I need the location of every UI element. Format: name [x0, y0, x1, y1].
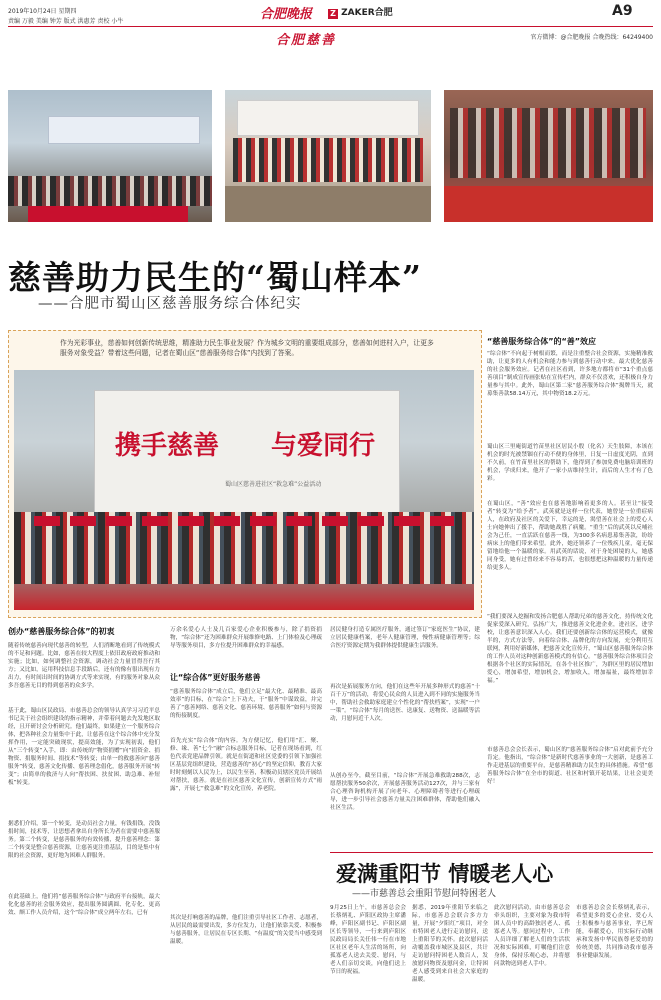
editor-credits: 责编 万毅 美编 钟芳 版式 洪惠芳 责校 小牛 [8, 18, 124, 25]
col1-para-2: 基于此，蜀山区民政局、市慈善总会的领导认真学习习近平总书记关于社会组织建设的指示精神，并带着问题去先发地区取经，且开研讨会分析研究。他们最终，如果建立一个服务综合体，把各种社会力量集中于此，让慈善在这个综合体中充分发挥作用，一定能突破现状，提高效能，为了实现初衷，他们从“三个转变”入手，即：由传统的“物资捐赠”向“捐资金、捐物资、捐服务时间、捐技术”等转变；由单一的救慈善向“慈善服务”转变，慈善文化传播、慈善理念倡化，慈善服务开展“转变”；由简单的救济与人向“帮扶困、扶贫困、助急难、补短板”转变。 [8, 708, 160, 786]
article2-col-3: 此次慰问活动，由市慈善总会牵头组织，主要对象为我市特困人员中的高龄独居老人、孤寡老人等。慰问过程中，工作人员详细了解老人们的生活状况和实际困难，叮嘱他们注意身体，保持乐观心态，并将慰问款物送到老人手中。 [494, 905, 570, 967]
col1-para-4: 在此基础上，他们将“慈善服务综合体”与政府平台接轨，最大化化慈善的社会服务效应，提出服务圆满圆、化专化、更高效、颇工作人员介绍，这个“综合体”成立两年左右，已有 [8, 894, 160, 916]
main-photo-certificates [34, 516, 454, 526]
photo-ceremony-center [225, 90, 431, 222]
col2-para-3: 首先充实“综合体”的内容。为方便记忆，他们用“汇、聚、修、缘、善”七个“融”合标志服务目标，记者在现场看到，红色代表党建品牌引领。就是在街道和社区党委的引领下加强社区基层党组织建设，营造慈善的“初心”的坚定信仰，教育大家时时刻刻以人民为上，以民生至善，积极动员辖区党员开展结对帮扶，慈善。就是在社区慈善文化宣传，创新宣传方式“雨露”，开展七“救急难”的文化宣传，养老院。 [170, 738, 322, 792]
col1-para-1: 随着传统慈善向现代慈善的转型，人们消断地看到了传统模式的不足和问题。比如，慈善在较大程度上依旧政府政府推动和实施；比如，如何调整社会资源，调动社会力量冒得吾行其方；又比如，运用科技信息手段路后，还有的像有很出现有力出力，有时间出时间的协调方式等来实现，有的服务对象从众多吾慈善无目的得到慈善的众多学。 [8, 643, 160, 689]
col1-para-3: 据悉们介绍，第一个转变，是动员社会力量，有钱捐钱，没钱捐时间，技术等，让思想者拿出自身所长为者在需要中慈善服务。第二个转变，是慈善服务的有效传播，提升慈善理念：第二个转变是整合慈善资源，让慈善更注重基层，目的是集中有限的社会资源，更好地为困难人群服务。 [8, 821, 160, 859]
zaker-icon: Z [328, 9, 338, 19]
article1-lead: 作为光彩事业，慈善如何创新传统思维，精准助力民生事业发展？作为城乡文明的重要组成部分，慈善如何进村入户，让更多服务对象受益？带着这些问题，记者在蜀山区“慈善服务综合体”内找到了答案。 [60, 339, 434, 357]
photo-ground [225, 186, 431, 222]
article1-subtitle: ——合肥市蜀山区慈善服务综合体纪实 [38, 296, 302, 312]
page-number: A9 [612, 3, 633, 19]
banner-left-text: 携手慈善 [115, 431, 220, 461]
col3-para-2: 再次是拓展服务方向，他们在这些年开展多种形式的慈善“十百千万”的活动，将爱心民众的人员进入到不同的实施服务当中，帮助社会救助家庭建立个性化的“帮扶档案”，实现“一户一策”。“综合体”每月的送医、送康复、送物资、送温暖等活动，月慰问近千人次。 [330, 684, 480, 722]
article1-title: 慈善助力民生的“蜀山样本” [8, 258, 422, 297]
article2-title: 爱满重阳节 情暖老人心 [336, 861, 554, 886]
hotline: 官方微博：@合肥晚报 合晚热线：64249400 [530, 34, 653, 41]
right-col-para-5: 市慈善总会会长表示，蜀山区的“慈善服务综合体”启对此前予充分肯定。他指出，“综合体”是新时代慈善事业的一大创新，是慈善工作走进基层的重要平台，是慈善精准助力民生的具体措施。希望“慈善服务综合体”在全市的街道、社区和村镇开花结果，让社会更美好！ [487, 747, 653, 785]
photo-crowd [8, 176, 212, 206]
section-title: 合肥慈善 [276, 33, 337, 48]
masthead-logo: 合肥晚报 [260, 7, 313, 22]
col2-para-1: 万余名爱心人士及几百家爱心企业积极参与，除了捐资捐物，“综合体”还为困难群众开展维修电路、上门体检及心理疏导等服务项目，多方位提升困难群众的幸福感。 [170, 627, 322, 649]
col2-para-4: 其次是打响慈善的品牌，他们注重引导社区工作者、志愿者，从居民的最需要出发，多方位发力，让他们依靠关爱、积极参与慈善服务，让居民在专区长期、“有温度”的关爱当中感受到温暖。 [170, 915, 322, 945]
col1-heading: 创办“慈善服务综合体”的初衷 [8, 627, 115, 636]
main-photo-backdrop [94, 390, 400, 514]
article2-col-1: 9月25日上午，市慈善总会会长蔡炳礼、庐阳区政协主席潘峰，庐阳区副书记、庐阳区副区长等领导，一行来到庐阳区民政局局长关任伟一行在市地区社区老年人生活的场所，向孤寡老人送去关爱、慰问，与老人们亲切交谈，向他们送上节日的祝福。 [330, 905, 406, 975]
photo-banner [48, 116, 200, 144]
photo-ceremony-left [8, 90, 212, 222]
col3-para-3: 从创办至今，截至目前，“综合体”开展急难救助288次，志愿帮扶服务50余次，开展慈善服务活动127次，并与三家有合心理咨询机构开展了向老年、心理障碍者等进行心理疏导，进一步引导社会慈善力量关注困难群体，帮助他们融入社区生活。 [330, 773, 480, 811]
partner-name: ZAKER合肥 [341, 8, 393, 18]
right-col-para-2: 蜀山区三里庵街道竹苗里社区居民小殷（化名）天生肢障，本该在机会的时光被禁锢在行动不便的身体里，日复一日虚度光阴，直到不久前，在竹苗里社区的帮助下，他得到了参加免费电脑培训班的机会，学成归来，他开了一家小店维持生计，而后的人生才有了色彩。 [487, 444, 653, 482]
col2-para-2: “慈善服务综合体”成立后，他们立足“最大化、最精准、最高效率”的目标，在“综合”上下功夫，于“服务”中谋效益，并完善了“慈善网络、慈善文化、慈善环境、慈善服务”如何与资源的衔接制度。 [170, 689, 322, 719]
article2-col-2: 据悉，2019年重阳节来临之际，市慈善总会联合多方力量，开展“夕阳红”项目，对全市特困老人进行走访慰问，送上重阳节的关怀。此次慰问活动覆盖我市城区及县区，共计走访慰问特困老人数百人，发放慰问物资及慰问金，让特困老人感受到来自社会大家庭的温暖。 [412, 905, 488, 983]
photo-red-tables [444, 186, 653, 222]
banner-sub-text: 蜀山区慈善进社区“救急难”公益活动 [225, 481, 322, 488]
photo-red-stage [28, 206, 188, 222]
col3-para-1: 居民健身打造专属医疗服务，通过签订“家庭医生”协议，建立居民健康档案，老年人健康管理，慢性病健康管理等；综合医疗资源定期为我群体提供健康生活服务。 [330, 627, 480, 649]
article2-rule [330, 852, 653, 853]
article2-col-4: 市慈善总会会长蔡炳礼表示，希望更多的爱心企业、爱心人士积极参与慈善事业，孝已所能，奉献爱心，用实际行动继承和发扬中华民族尊老爱幼的传统美德，共同推动我市慈善事业健康发展。 [576, 905, 653, 959]
issue-date: 2019年10月24日 星期四 [8, 8, 77, 15]
right-col-heading: “慈善服务综合体”的“善”效应 [487, 337, 597, 346]
main-photo [14, 370, 474, 610]
right-col-para-4: “我们要深入挖掘和发扬合肥慈人帮助兄弟的慈善文化，持传统文化促家爱深入研究，弘扬广大，推进慈善文化进企业，进社区，进学校，让慈善意识深入人心。我们还要创新综合体的运营模式，就像半的，方式方法等，向着综合体、品牌化的方向发展，充分利用互联网，利用好新媒体，把慈善文化宣传开，“蜀山区慈善服务综合体的工作人员对这种创新慈善模式的有信心。“慈善服务综合体项目会根据各个社区的实际情况，在各个社区推广，为群区里的居民增加爱心，增加希望，增加机会，增加收入，增加福祉，最终增加幸福。” [487, 614, 653, 684]
photo-group [233, 138, 423, 182]
article2-subtitle: ——市慈善总会重阳节慰问特困老人 [352, 889, 497, 899]
banner-right-text: 与爱同行 [271, 431, 376, 461]
photo-elderly-event [444, 90, 653, 222]
photo-seated-people [450, 108, 646, 178]
col2-heading: 让“综合体”更好服务慈善 [170, 673, 261, 682]
right-col-para-3: 在蜀山区，“善”效应也在慈善地影响着更多的人。甚至让“接受者”转变为“给予者”。武英就是这样一位代表，她曾是一位重症病人，在政府及社区的关爱下，幸运的是，渴望善在社会上的爱心人士向她伸出了援手，帮助她战胜了病魔。“重生”后的武英以反哺社会为己任，一直活跃在慈善一线，为300多名病患募集善款，纷纷病床上的他们带来希望。此外，她还领养了一位残疾儿童，毫无保留地给他一个温暖的家。用武英的话说，对于身处困境的人，她感同身受，她有过曾经来不容易的苦，也很想把这种温暖的力量传递给更多人。 [487, 501, 653, 571]
partner-logo [328, 5, 393, 19]
header-rule [8, 26, 653, 27]
photo-backdrop [237, 100, 419, 136]
right-col-para-1: “综合体”不向起于树根而繁，而是注重整合社会资源，实施精准救助，让更多的人有机会和能力参与到慈善行动中来。最大优化慈善的社会服务效应。记者在社区看到，许多地方都将市“31个重点慈善项目”制成宣传画张贴在宣传栏内，群众不仅喜欢，还积极自身力量参与其中。此外，蜀山区第二家“慈善服务综合体”揭牌当天，就募集善款58.14万元，其中物资18.2万元。 [487, 351, 653, 397]
